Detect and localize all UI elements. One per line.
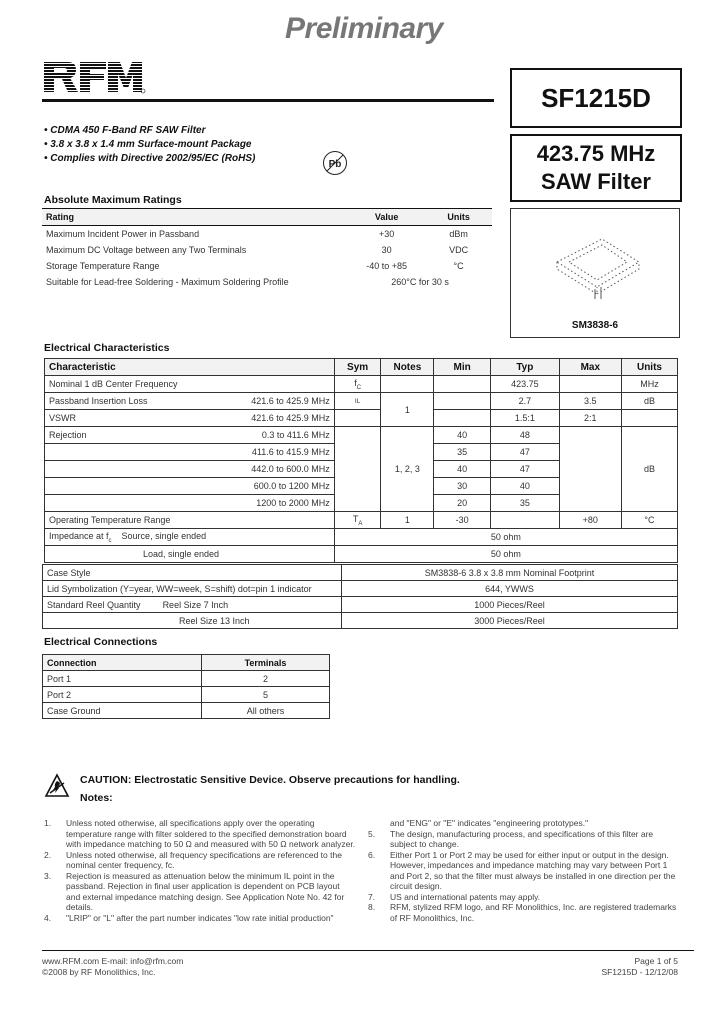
col-connection: Connection <box>43 655 202 671</box>
table-row <box>45 376 678 393</box>
cell: 40 <box>434 461 491 478</box>
connections-title: Electrical Connections <box>44 636 158 648</box>
table-row <box>42 226 492 243</box>
page-number: Page 1 of 5 <box>634 956 678 966</box>
note-item: 7. US and international patents may apply. <box>368 891 541 902</box>
table-row <box>43 597 678 613</box>
table-row <box>43 581 678 597</box>
footer-rule <box>42 950 694 951</box>
col-rating: Rating <box>42 209 348 226</box>
notes-title: Notes: <box>80 792 113 804</box>
cell: Nominal 1 dB Center Frequency <box>45 376 335 393</box>
cell: 30 <box>381 245 392 255</box>
pb-label: Pb <box>328 159 342 170</box>
cell: All others <box>202 703 330 719</box>
cell: 35 <box>434 444 491 461</box>
table-row <box>42 242 492 258</box>
product-type: SAW Filter <box>540 169 651 194</box>
cell: 48 <box>491 427 560 444</box>
cell: Impedance at $f_c$ Source, single ended <box>45 529 335 546</box>
cell: Rejection 0.3 to 411.6 MHz <box>45 427 335 444</box>
cell: dBm <box>449 229 468 239</box>
table-row <box>42 258 492 274</box>
cell: Case Style <box>43 565 342 581</box>
elec-table <box>44 358 678 563</box>
cell: 1 <box>381 393 434 427</box>
cell: °C <box>621 512 677 529</box>
cell: 2 <box>202 671 330 687</box>
cell: 1, 2, 3 <box>381 427 434 512</box>
footer-copyright: ©2008 by RF Monolithics, Inc. <box>42 967 156 977</box>
center-frequency: 423.75 MHz <box>536 141 656 166</box>
cell: dB <box>621 393 677 410</box>
cell: Standard Reel Quantity Reel Size 7 Inch <box>43 597 342 613</box>
col-typ: Typ <box>491 359 560 376</box>
cell: Storage Temperature Range <box>46 261 160 271</box>
note-item: and "ENG" or "E" indicates "engineering prototypes." <box>390 818 589 828</box>
cell: 47 <box>491 461 560 478</box>
cell: +30 <box>379 229 395 239</box>
cell: +80 <box>559 512 621 529</box>
cell: 1200 to 2000 MHz <box>45 495 335 512</box>
cell: 35 <box>491 495 560 512</box>
cell: $f_C$ <box>334 376 381 393</box>
cell: 260°C for 30 s <box>391 277 449 287</box>
cell: Case Ground <box>43 703 202 719</box>
cell: 50 ohm <box>334 546 677 563</box>
cell: 40 <box>434 427 491 444</box>
cell: 600.0 to 1200 MHz <box>45 478 335 495</box>
col-units: Units <box>425 209 492 226</box>
esd-warning-icon <box>44 773 70 799</box>
table-row <box>43 613 678 629</box>
cell: 1 <box>381 512 434 529</box>
cell: 2.7 <box>491 393 560 410</box>
feature-item: • Complies with Directive 2002/95/EC (RoHS) <box>44 153 256 164</box>
cell: IL <box>334 393 381 410</box>
cell: 47 <box>491 444 560 461</box>
cell: Passband Insertion Loss 421.6 to 425.9 MHz <box>45 393 335 410</box>
cell: VSWR 421.6 to 425.9 MHz <box>45 410 335 427</box>
note-item: 4. "LRIP" or "L" after the part number indicates "low rate initial production" <box>44 912 334 923</box>
cell: Operating Temperature Range <box>45 512 335 529</box>
preliminary-heading: Preliminary <box>285 12 443 45</box>
col-sym: Sym <box>334 359 381 376</box>
frequency-box <box>510 134 682 202</box>
note-item: 5. The design, manufacturing process, and specifications of this filter are subject to change. <box>368 828 654 849</box>
cell: Maximum Incident Power in Passband <box>46 229 200 239</box>
cell: dB <box>621 427 677 512</box>
table-row <box>45 512 678 529</box>
col-terminals: Terminals <box>202 655 330 671</box>
table-row <box>42 274 492 290</box>
note-item: 3. Rejection is measured as attenuation below the minimum IL point in the passband. Rejection in final user application is dependent on PCB layout and external impedance matching design. See Application Note No. 42 for details. <box>44 870 345 912</box>
cell: Reel Size 13 Inch <box>43 613 342 629</box>
col-notes: Notes <box>381 359 434 376</box>
note-item: 2. Unless noted otherwise, all frequency specifications are referenced to the nominal center frequency, fc. <box>44 849 342 870</box>
col-value: Value <box>348 209 425 226</box>
cell: Suitable for Lead-free Soldering - Maximum Soldering Profile <box>46 277 289 287</box>
cell: SM3838-6 3.8 x 3.8 mm Nominal Footprint <box>342 565 678 581</box>
part-number: SF1215D <box>541 82 651 113</box>
footer-left <box>42 956 183 978</box>
cell: 423.75 <box>491 376 560 393</box>
cell: Maximum DC Voltage between any Two Terminals <box>46 245 247 255</box>
cell: VDC <box>449 245 469 255</box>
cell: Port 1 <box>43 671 202 687</box>
cell: 2:1 <box>559 410 621 427</box>
table-row <box>45 546 678 563</box>
cell: 1000 Pieces/Reel <box>342 597 678 613</box>
table-row <box>43 565 678 581</box>
note-item: 8. RFM, stylized RFM logo, and RF Monolithics, Inc. are registered trademarks of RF Monolithics, Inc. <box>368 902 677 923</box>
pb-free-icon <box>322 150 348 176</box>
package-name: SM3838-6 <box>571 320 619 331</box>
table-row <box>45 427 678 444</box>
cell: -40 to +85 <box>366 261 408 271</box>
feature-item: • 3.8 x 3.8 x 1.4 mm Surface-mount Package <box>44 139 252 150</box>
cell: 3000 Pieces/Reel <box>342 613 678 629</box>
col-units: Units <box>621 359 677 376</box>
col-min: Min <box>434 359 491 376</box>
doc-revision: SF1215D - 12/12/08 <box>601 967 678 977</box>
cell: 644, YWWS <box>342 581 678 597</box>
package-drawing <box>547 227 647 307</box>
cell: 5 <box>202 687 330 703</box>
note-item: 1. Unless noted otherwise, all specifications apply over the operating temperature range with filter soldered to the specified demonstration board with impedance matching to 50 Ω and measured with 50 Ω network analyzer. <box>44 818 356 849</box>
connections-table <box>42 654 330 719</box>
cell: MHz <box>621 376 677 393</box>
footer-right <box>520 956 678 978</box>
table-row <box>45 410 678 427</box>
cell: 30 <box>434 478 491 495</box>
package-image-box <box>510 208 680 338</box>
caution-text: CAUTION: Electrostatic Sensitive Device. Observe precautions for handling. <box>80 774 460 786</box>
abs-max-table <box>42 208 492 290</box>
rfm-logo <box>42 58 146 94</box>
table-row <box>43 703 330 719</box>
case-table <box>42 564 678 629</box>
cell: 442.0 to 600.0 MHz <box>45 461 335 478</box>
header-rule <box>42 99 494 102</box>
cell: Lid Symbolization (Y=year, WW=week, S=shift) dot=pin 1 indicator <box>43 581 342 597</box>
cell: 3.5 <box>559 393 621 410</box>
notes-right <box>368 818 680 923</box>
table-row <box>45 529 678 546</box>
footer-web: www.RFM.com E-mail: info@rfm.com <box>42 956 184 966</box>
cell: 411.6 to 415.9 MHz <box>45 444 335 461</box>
elec-title: Electrical Characteristics <box>44 342 170 354</box>
cell: Port 2 <box>43 687 202 703</box>
table-row <box>43 671 330 687</box>
cell: $T_A$ <box>334 512 381 529</box>
abs-max-title: Absolute Maximum Ratings <box>44 194 182 206</box>
notes-left <box>44 818 356 923</box>
table-row <box>43 687 330 703</box>
col-characteristic: Characteristic <box>45 359 335 376</box>
cell: °C <box>453 261 464 271</box>
part-number-box <box>510 68 682 128</box>
cell: 40 <box>491 478 560 495</box>
col-max: Max <box>559 359 621 376</box>
cell: 20 <box>434 495 491 512</box>
table-row <box>45 393 678 410</box>
note-item: 6. Either Port 1 or Port 2 may be used for either input or output in the design. However, impedances and impedance matching may vary between Port 1 and Port 2, so that the filter must always be installed in one direction per the circuit design. <box>368 849 676 891</box>
cell: 50 ohm <box>334 529 677 546</box>
feature-list <box>44 124 255 166</box>
cell: Load, single ended <box>45 546 335 563</box>
cell: 1.5:1 <box>491 410 560 427</box>
feature-item: • CDMA 450 F-Band RF SAW Filter <box>44 125 206 136</box>
cell: -30 <box>434 512 491 529</box>
